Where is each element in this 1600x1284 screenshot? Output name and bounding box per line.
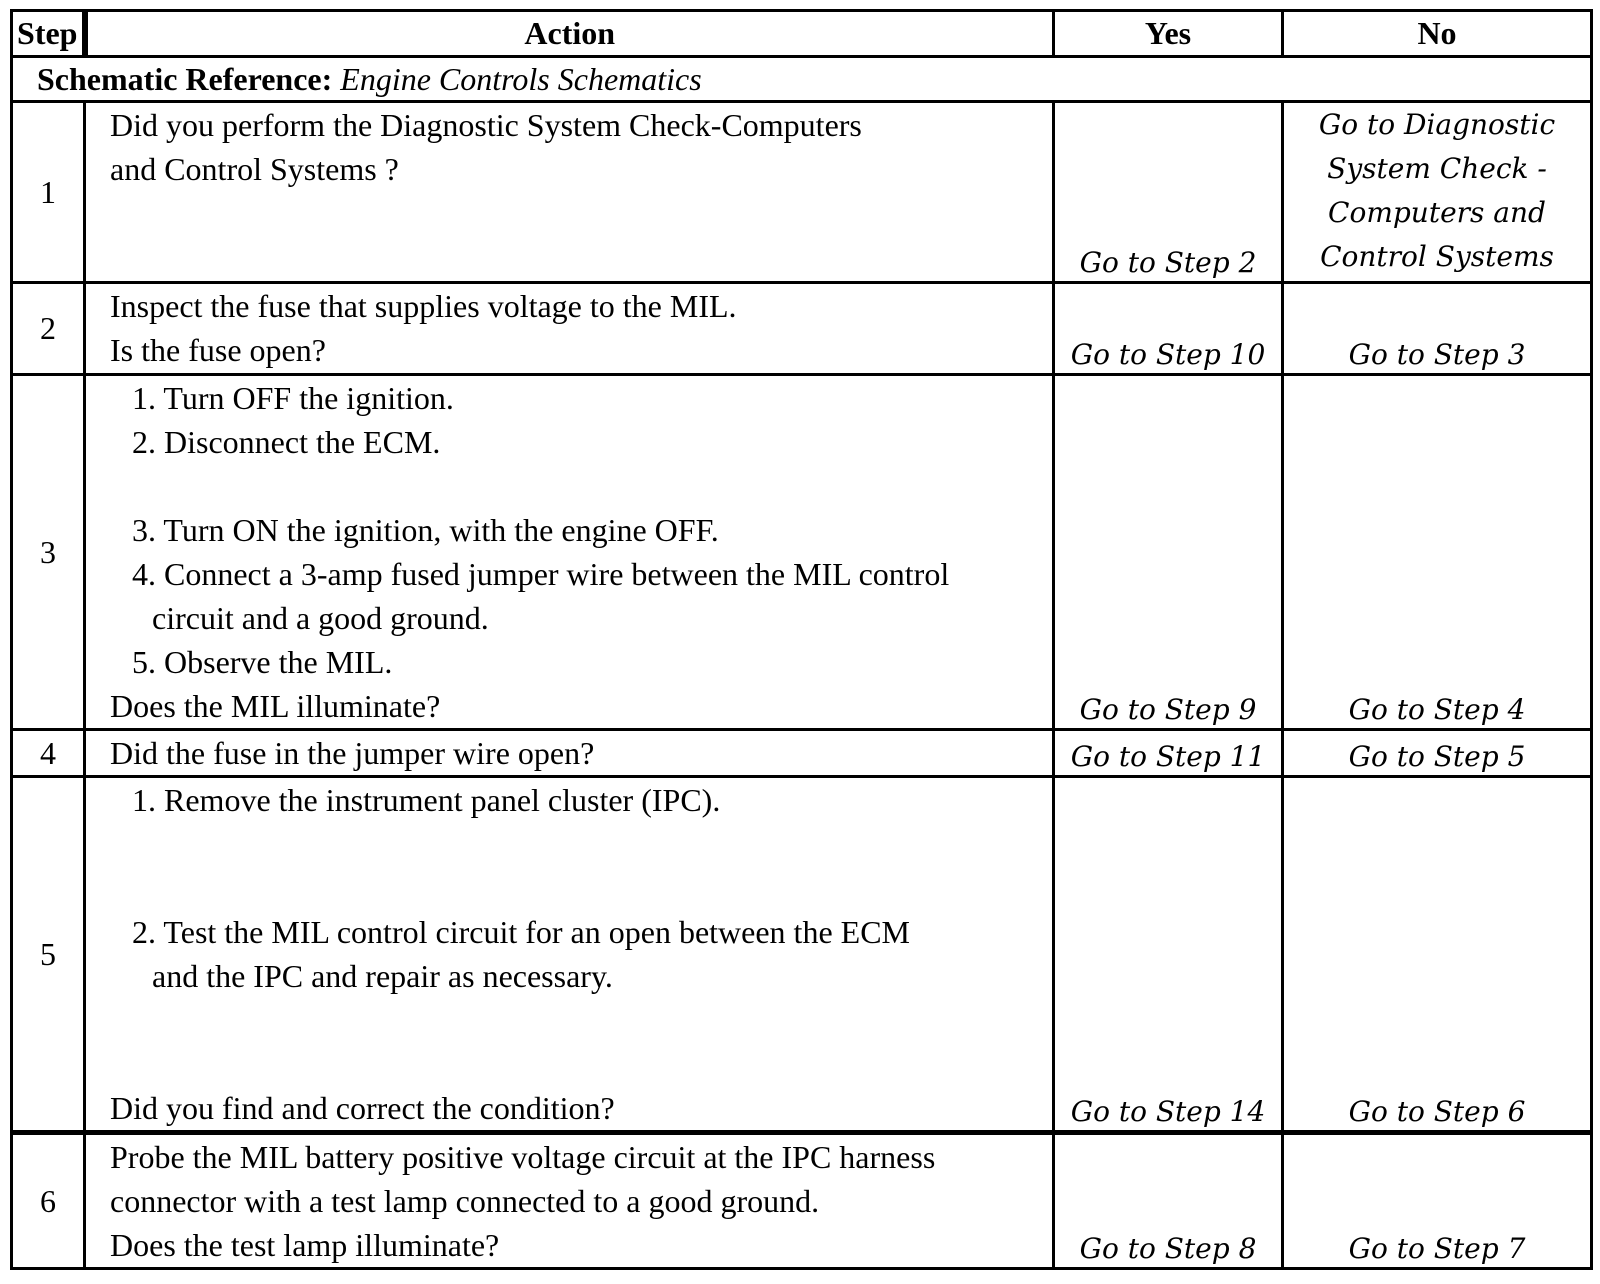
table-header-row [12,11,1592,57]
action-line: 2. Disconnect the ECM. [132,424,441,460]
action-line: 1. Turn OFF the ignition. [132,380,454,416]
header-action: Action [85,11,1054,57]
action-line: Does the MIL illuminate? [110,688,441,724]
yes-outcome: Go to Step 2 [1054,102,1283,283]
action-line: 2. Test the MIL control circuit for an open between the ECM [132,914,910,950]
table-row [12,283,1592,375]
schematic-reference [12,57,1592,102]
no-outcome-line: Computers and [1328,196,1546,229]
no-outcome: Go to Step 3 [1283,283,1592,375]
table-row [12,730,1592,777]
action-line: Does the test lamp illuminate? [110,1227,500,1263]
no-outcome-line: System Check - [1327,152,1547,185]
action-line: Did you perform the Diagnostic System Check-Computers [110,107,862,143]
action-line: 5. Observe the MIL. [132,644,393,680]
step-action [85,283,1054,375]
action-line: and Control Systems ? [110,151,399,187]
header-step: Step [12,11,85,57]
step-number: 5 [12,777,85,1133]
step-action [85,102,1054,283]
schematic-label: Schematic Reference: [37,60,333,97]
step-number: 4 [12,730,85,777]
table-row [12,375,1592,730]
no-outcome-line: Control Systems [1320,240,1554,273]
table-row [12,102,1592,283]
yes-outcome: Go to Step 9 [1054,375,1283,730]
no-outcome [1283,102,1592,283]
step-number: 6 [12,1133,85,1269]
step-action [85,777,1054,1133]
yes-outcome: Go to Step 14 [1054,777,1283,1133]
step-action [85,1133,1054,1269]
action-line: Did the fuse in the jumper wire open? [110,735,595,771]
no-outcome: Go to Step 4 [1283,375,1592,730]
step-number: 1 [12,102,85,283]
action-line: 3. Turn ON the ignition, with the engine OFF. [132,512,719,548]
action-line: Probe the MIL battery positive voltage circuit at the IPC harness [110,1139,936,1175]
no-outcome-line: Go to Diagnostic [1318,108,1556,141]
yes-outcome: Go to Step 11 [1054,730,1283,777]
step-action [85,730,1054,777]
yes-outcome: Go to Step 10 [1054,283,1283,375]
action-line: and the IPC and repair as necessary. [152,958,613,994]
action-line: circuit and a good ground. [152,600,489,636]
step-number: 2 [12,283,85,375]
action-line: Inspect the fuse that supplies voltage to the MIL. [110,288,737,324]
yes-outcome: Go to Step 8 [1054,1133,1283,1269]
header-no: No [1283,11,1592,57]
action-line: Did you find and correct the condition? [110,1090,615,1126]
diagnostic-table [10,9,1593,1270]
step-action [85,375,1054,730]
action-line: 4. Connect a 3-amp fused jumper wire between the MIL control [132,556,950,592]
table-row [12,1133,1592,1269]
schematic-value: Engine Controls Schematics [340,60,702,97]
step-number: 3 [12,375,85,730]
no-outcome: Go to Step 7 [1283,1133,1592,1269]
header-yes: Yes [1054,11,1283,57]
schematic-reference-row [12,57,1592,102]
action-line: Is the fuse open? [110,332,326,368]
action-line: connector with a test lamp connected to a good ground. [110,1183,820,1219]
no-outcome: Go to Step 5 [1283,730,1592,777]
table-row [12,777,1592,1133]
no-outcome: Go to Step 6 [1283,777,1592,1133]
action-line: 1. Remove the instrument panel cluster (IPC). [132,782,721,818]
